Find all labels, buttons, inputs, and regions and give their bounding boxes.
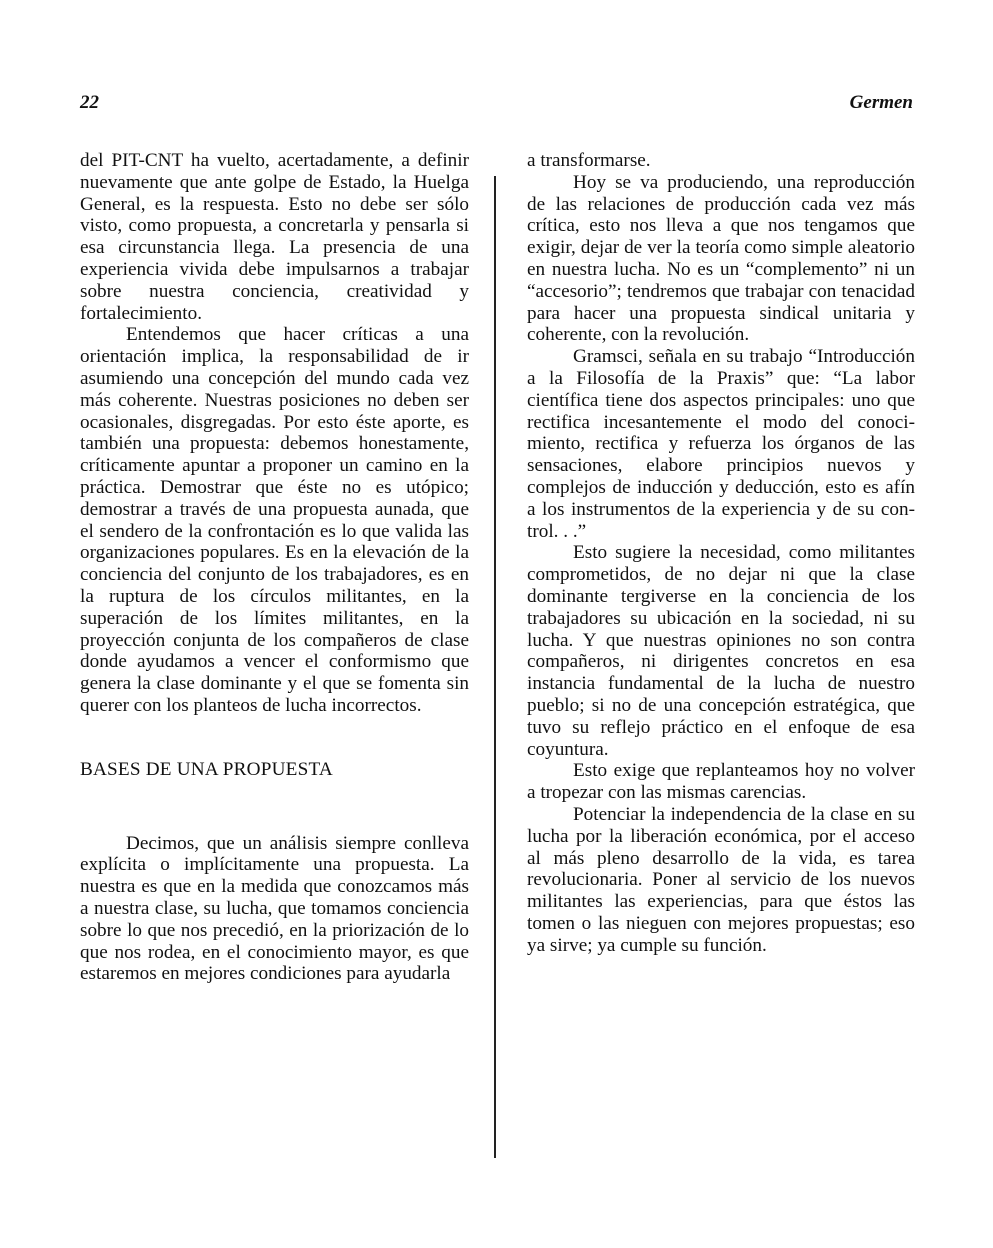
right-paragraph-6: Potenciar la independencia de la clase en su lucha por la liberación económica, por el acceso al más pleno desarrollo de la vida, es tarea revolucionaria. Poner al servicio de los nuevos militantes las experiencias, para que éstos las tomen o las nieguen con mejores propuestas; eso ya sirve; ya cumple su función.	[527, 803, 915, 956]
left-paragraph-3: Decimos, que un análisis siempre conlleva explícita o implícitamente una propuesta. La nuestra es que en la medida que conozcamos más a nuestra clase, su lucha, que tomamos conciencia sobre lo que nos precedió, en la priorización de lo que nos rodea, en el conocimiento mayor, es que estaremos en mejores condiciones para ayudarla	[80, 832, 469, 985]
right-column	[527, 150, 915, 956]
left-paragraph-2: Entendemos que hacer críticas a una orientación implica, la responsabilidad de ir asumiendo una concepción del mundo cada vez más coherente. Nuestras posiciones no deben ser ocasionales, disgregadas. Por esto éste aporte, es también una propuesta: debemos honestamente, críticamente apuntar a proponer un camino en la práctica. Demostrar que éste no es utópico; demostrar a través de una propuesta aunada, que el sendero de la confrontación es lo que valida las organizaciones populares. Es en la elevación de la conciencia del conjunto de los trabajadores, es en la ruptura de los círculos militantes, en la superación de los límites militantes, en la proyección conjunta de los compañeros de clase donde ayudamos a vencer el conformismo que genera la clase dominante y el que se fomenta sin querer con los planteos de lucha incorrectos.	[80, 324, 469, 716]
column-divider	[494, 176, 496, 1158]
section-heading: BASES DE UNA PROPUESTA	[80, 758, 333, 780]
right-paragraph-4: Esto sugiere la necesidad, como militantes comprometidos, de no dejar ni que la clase dominante tergiverse en la conciencia de los trabajadores su ubicación en la sociedad, ni su lucha. Y que nuestras opiniones no son contra compañeros, ni dirigentes concretos en esa instancia fundamental de la lucha de nuestro pueblo; si no de una concepción estratégica, que tuvo su reflejo práctico en el enfoque de esa coyuntura.	[527, 542, 915, 760]
left-paragraph-1: del PIT-CNT ha vuelto, acertadamente, a definir nuevamente que ante golpe de Estado, la Huelga General, es la respuesta. Esto no debe ser sólo visto, como propuesta, a concretarla y pensarla si esa circunstancia llega. La presencia de una experiencia vivida debe impulsarnos a trabajar sobre nuestra conciencia, creatividad y fortalecimiento.	[80, 150, 469, 324]
page-number: 22	[80, 92, 99, 113]
running-title: Germen	[849, 92, 913, 113]
right-paragraph-2: Hoy se va produciendo, una reproducción de las relaciones de producción cada vez más crítica, esto nos lleva a que nos tengamos que exigir, dejar de ver la teoría como simple aleatorio en nuestra lucha. No es un “complemento” ni un “accesorio”; tendremos que trabajar con tenacidad para hacer una propuesta sindical unitaria y coherente, con la revolución.	[527, 171, 915, 346]
right-paragraph-3: Gramsci, señala en su trabajo “Introducción a la Filosofía de la Praxis” que: “La labor científica tiene dos aspectos principales: uno que rectifica incesantemente el modo del conocimiento, rectifica y refuerza los órganos de las sensaciones, elabore principios nuevos y complejos de inducción y deducción, esto es afín a los instrumentos de la experiencia y de su control. . .”	[527, 346, 915, 542]
right-paragraph-1: a transformarse.	[527, 150, 651, 171]
right-paragraph-5: Esto exige que replanteamos hoy no volver a tropezar con las mismas carencias.	[527, 760, 915, 804]
left-column	[80, 150, 469, 985]
